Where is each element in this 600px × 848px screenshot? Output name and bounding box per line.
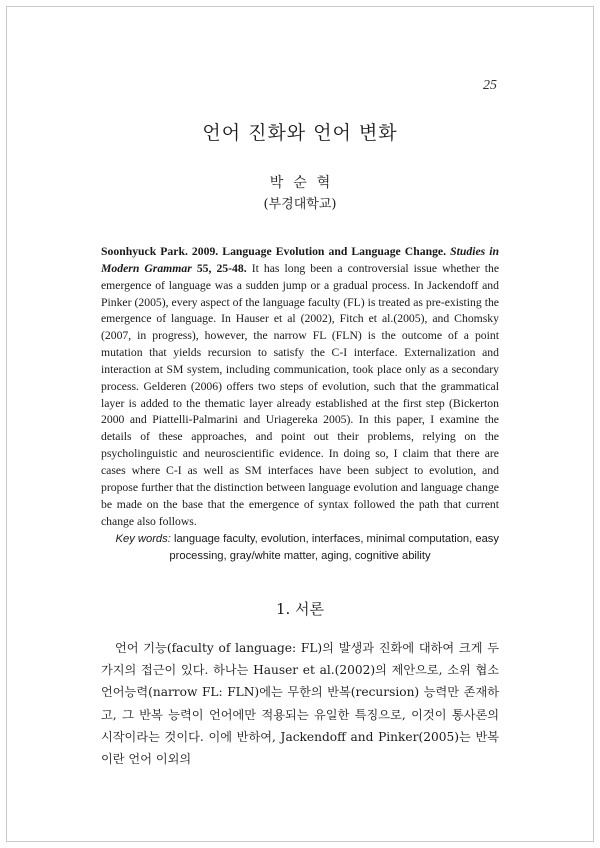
- abstract-text: It has long been a controversial issue whether the emergence of language was a sudden jump or a gradual process. In Jackendoff and Pinker (2005), every aspect of the language faculty (FL) is treated as pre-existing the emergence of language. In Hauser et al (2002), Fitch et al.(2005), and Chomsky (2007, in progress), however, the narrow FL (FLN) is the outcome of a point mutation that yields recursion to satisfy the C-I interface. Externalization and interaction at SM system, including communication, took place only as a secondary process. Gelderen (2006) offers two steps of evolution, such that the grammatical layer is added to the thematic layer already established at the first step (Bickerton 2000 and Piattelli-Palmarini and Uriagereka 2005). In this paper, I examine the details of these approaches, and point out their problems, relying on the psycholinguistic and neuroscientific evidence. In doing so, I claim that there are cases where C-I as well as SM interfaces have been subject to evolution, and propose further that the distinction between language evolution and language change be made on the base that the emergence of syntax followed the path that current change also follows.: [101, 261, 500, 528]
- keywords-label: Key words:: [115, 533, 171, 545]
- author-affiliation: (부경대학교): [263, 197, 337, 212]
- abstract-journal: Studies in Modern Grammar: [101, 245, 499, 275]
- keywords: [101, 531, 499, 565]
- abstract: [101, 244, 499, 530]
- section-body: 언어 기능(faculty of language: FL)의 발생과 진화에 대하여 크게 두 가지의 접근이 있다. 하나는 Hauser et al.(2002)의 제안으로, 소위 협소 언어능력(narrow FL: FLN)에는 무한의 반복(recursion) 능력만 존재하고, 그 반복 능력이 언어에만 적용되는 유일한 특징으로, 이것이 통사론의 시작이라는 것이다. 이에 반하여, Jackendoff and Pinker(2005)는 반복이란 언어 이외의: [101, 641, 499, 767]
- keywords-line-1: [101, 531, 499, 548]
- keywords-list-2: processing, gray/white matter, aging, cognitive ability: [169, 550, 431, 562]
- keywords-list-1: language faculty, evolution, interfaces, minimal computation, easy: [173, 533, 499, 545]
- abstract-volume: 55, 25-48.: [196, 261, 247, 275]
- paper-title: 언어 진화와 언어 변화: [202, 122, 398, 144]
- section-heading: 1. 서론: [275, 600, 325, 618]
- abstract-citation: Soonhyuck Park. 2009. Language Evolution and Language Change.: [101, 245, 447, 258]
- author-name: 박순혁: [269, 175, 341, 191]
- page-number: 25: [483, 78, 497, 93]
